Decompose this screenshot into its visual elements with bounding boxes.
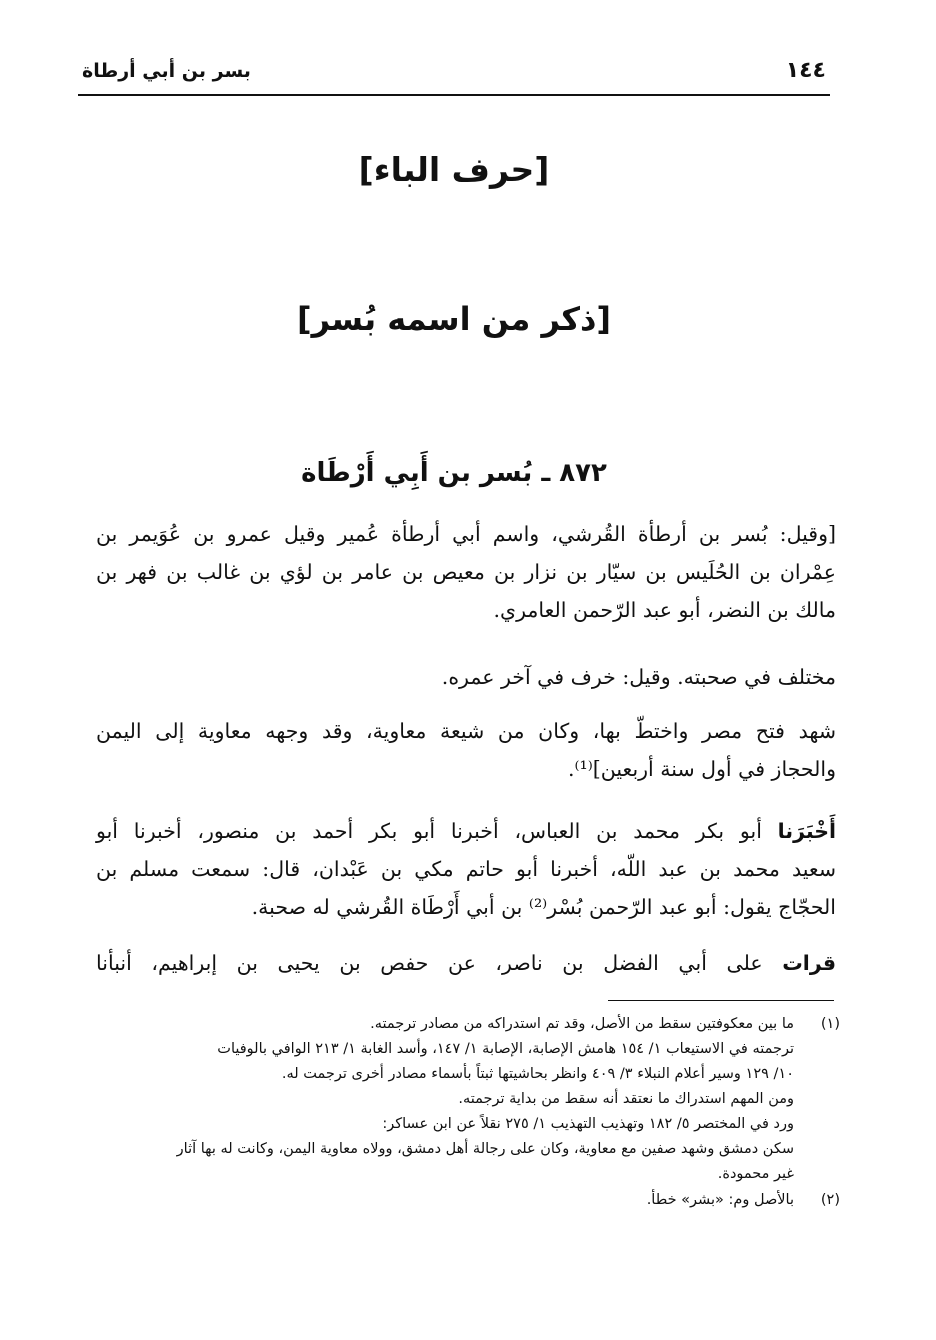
text-line: [وقيل: بُسر بن أرطأة القُرشي، واسم أبي أرطأة عُمير وقيل عمرو بن عُوَيمر بن [96, 522, 836, 546]
text-line: مالك بن النضر، أبو عبد الرّحمن العامري. [493, 598, 836, 622]
running-title: بسر بن أبي أرطاة [82, 60, 251, 82]
footnote-line: ما بين معكوفتين سقط من الأصل، وقد تم استدراكه من مصادر ترجمته. [370, 1016, 794, 1032]
paragraph-lineage [96, 515, 836, 629]
paragraph-reading [96, 944, 836, 982]
text-line: عِمْران بن الحُلَيس بن سيّار بن نزار بن معيص بن عامر بن لؤي بن غالب بن فهر بن [96, 560, 836, 584]
text-line [96, 812, 836, 850]
footnotes [95, 1012, 840, 1214]
footnote-line: ورد في المختصر ٥/ ١٨٢ وتهذيب التهذيب ١/ ٢٧٥ نقلاً عن ابن عساكر: [382, 1116, 794, 1132]
text-line [96, 944, 836, 982]
paragraph-isnad [96, 812, 836, 926]
paragraph-companionship [96, 658, 836, 696]
text-line: مختلف في صحبته. وقيل: خرف في آخر عمره. [441, 665, 836, 689]
line-text: أبو بكر محمد بن العباس، أخبرنا أبو بكر أحمد بن منصور، أخبرنا أبو [96, 819, 778, 843]
text-line: شهد فتح مصر واختطّ بها، وكان من شيعة معاوية، وقد وجهه معاوية إلى اليمن [96, 719, 836, 743]
footnote-line: بالأصل وم: «بشر» خطأ. [646, 1192, 794, 1208]
footnote-line: سكن دمشق وشهد صفين مع معاوية، وكان على رجالة أهل دمشق، وولاه معاوية اليمن، وكانت له بها آثار [176, 1141, 794, 1157]
line-text: على أبي الفضل بن ناصر، عن حفص بن يحيى بن إبراهيم، أنبأنا [96, 951, 783, 975]
footnote-line: غير محمودة. [717, 1166, 794, 1182]
text-line: والحجاز في أول سنة أربعين]⁽¹⁾. [567, 757, 836, 781]
footnote-divider [608, 1000, 834, 1001]
subsection-heading: [ذكر من اسمه بُسر] [297, 300, 611, 338]
text-line: الحجّاج يقول: أبو عبد الرّحمن بُسْر⁽²⁾ بن أبي أَرْطَاة القُرشي له صحبة. [251, 895, 836, 919]
page-number: ١٤٤ [785, 58, 826, 83]
lead-word: قرات [782, 951, 836, 975]
footnote-marker: (٢) [820, 1192, 840, 1208]
lead-word: أَخْبَرَنا [777, 819, 836, 843]
running-header [78, 58, 830, 96]
text-line: سعيد محمد بن عبد اللّه، أخبرنا أبو حاتم مكي بن عَبْدان، قال: سمعت مسلم بن [96, 857, 836, 881]
entry-heading: ٨٧٢ ـ بُسر بن أَبِي أَرْطَاة [301, 458, 607, 488]
footnote-line: ترجمته في الاستيعاب ١/ ١٥٤ هامش الإصابة، الإصابة ١/ ١٤٧، وأسد الغابة ١/ ٢١٣ الوافي بالوفيات [217, 1041, 794, 1057]
paragraph-egypt [96, 712, 836, 788]
footnote-line: ومن المهم استدراك ما نعتقد أنه سقط من بداية ترجمته. [458, 1091, 794, 1107]
footnote-1 [95, 1012, 840, 1187]
footnote-line: ١٠/ ١٢٩ وسير أعلام النبلاء ٣/ ٤٠٩ وانظر بحاشيتها ثبتاً بأسماء مصادر أخرى ترجمت له. [281, 1066, 794, 1082]
footnote-2 [95, 1188, 840, 1213]
footnote-marker: (١) [820, 1016, 840, 1032]
section-heading: [حرف الباء] [358, 150, 550, 189]
